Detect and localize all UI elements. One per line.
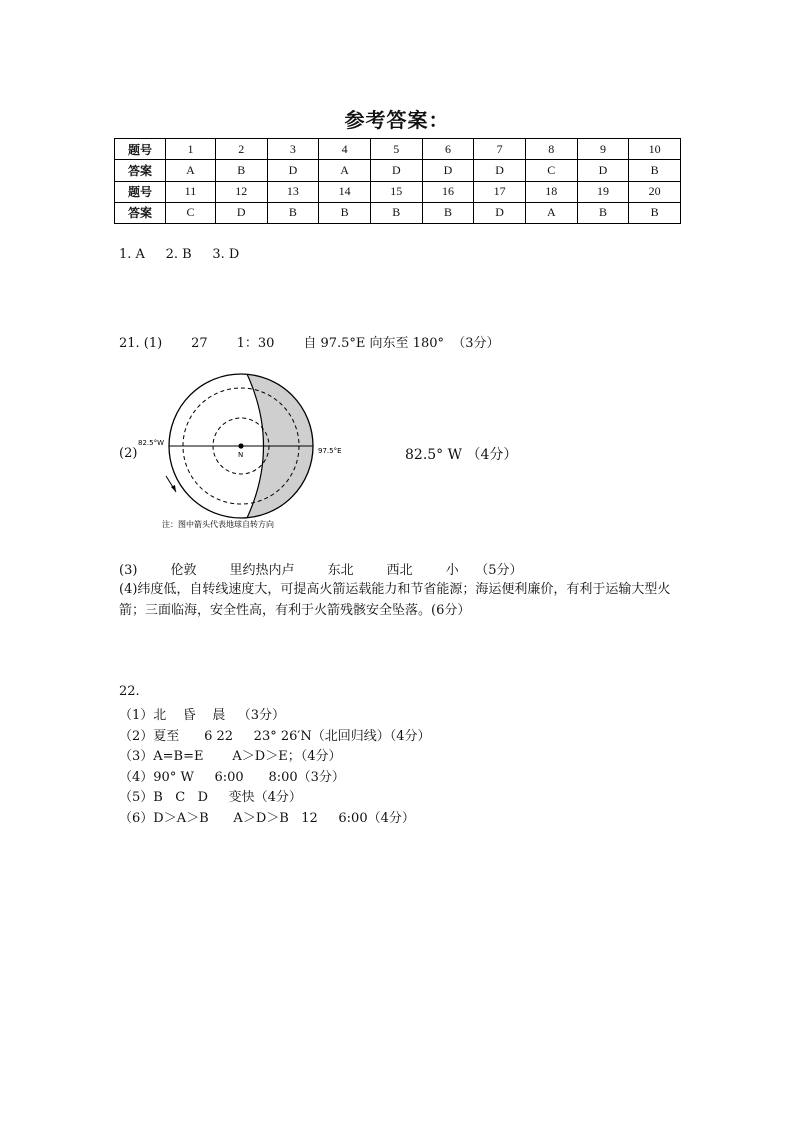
table-cell: 8 <box>525 139 577 160</box>
table-cell: 10 <box>629 139 681 160</box>
row-header: 题号 <box>115 181 166 202</box>
q21-part3: (3) 伦敦 里约热内卢 东北 西北 小 （5分） <box>119 563 523 578</box>
q22-item: （1）北 昏 晨 （3分） <box>119 708 285 723</box>
table-cell: 14 <box>319 181 371 202</box>
table-cell: 16 <box>422 181 474 202</box>
table-cell: D <box>474 202 526 223</box>
table-row <box>115 160 681 181</box>
north-pole-dot <box>238 443 243 448</box>
q22-item: （5）B C D 变快（4分） <box>119 790 302 806</box>
table-cell: 11 <box>166 181 216 202</box>
row-header: 答案 <box>115 160 166 181</box>
table-cell: 3 <box>267 139 319 160</box>
table-cell: D <box>422 160 474 181</box>
west-longitude-label: 82.5°W <box>138 439 165 447</box>
table-cell: D <box>267 160 319 181</box>
table-row <box>115 181 681 202</box>
table-cell: D <box>474 160 526 181</box>
table-cell: 6 <box>422 139 474 160</box>
table-cell: B <box>319 202 371 223</box>
table-cell: D <box>577 160 629 181</box>
table-cell: C <box>525 160 577 181</box>
page-title: 参考答案： <box>344 108 450 132</box>
answers-1-3: 1. A 2. B 3. D <box>119 247 240 262</box>
table-cell: B <box>370 202 422 223</box>
table-cell: B <box>577 202 629 223</box>
table-cell: B <box>629 160 681 181</box>
table-row <box>115 202 681 223</box>
q22-item: （4）90° W 6:00 8:00（3分） <box>119 769 345 785</box>
table-cell: 19 <box>577 181 629 202</box>
table-cell: 5 <box>370 139 422 160</box>
q22-heading: 22. <box>119 684 140 699</box>
table-cell: B <box>215 160 267 181</box>
table-cell: D <box>370 160 422 181</box>
table-cell: 13 <box>267 181 319 202</box>
row-header: 答案 <box>115 202 166 223</box>
q22-item: （3）A=B=E A＞D＞E；（4分） <box>119 749 342 765</box>
q21-part1: 21. (1) 27 1：30 自 97.5°E 向东至 180° （3分） <box>119 336 500 351</box>
table-cell: 12 <box>215 181 267 202</box>
table-cell: B <box>629 202 681 223</box>
answer-table <box>114 138 681 224</box>
q22-item: （2）夏至 6 22 23° 26′N（北回归线）（4分） <box>119 728 431 744</box>
table-cell: 7 <box>474 139 526 160</box>
table-cell: 18 <box>525 181 577 202</box>
table-row <box>115 139 681 160</box>
q21-part2-answer: 82.5° W （4分） <box>405 447 518 463</box>
table-cell: B <box>267 202 319 223</box>
table-cell: 2 <box>215 139 267 160</box>
table-cell: A <box>319 160 371 181</box>
table-cell: 17 <box>474 181 526 202</box>
table-cell: 1 <box>166 139 216 160</box>
q21-part4: (4)纬度低，自转线速度大，可提高火箭运载能力和节省能源；海运便利廉价，有利于运输大型火箭；三面临海，安全性高，有利于火箭残骸安全坠落。(6分） <box>119 582 671 618</box>
table-cell: 20 <box>629 181 681 202</box>
table-cell: 9 <box>577 139 629 160</box>
diagram-note: 注：图中箭头代表地球自转方向 <box>162 520 274 529</box>
table-cell: A <box>166 160 216 181</box>
table-cell: A <box>525 202 577 223</box>
table-cell: 15 <box>370 181 422 202</box>
table-cell: 4 <box>319 139 371 160</box>
table-cell: C <box>166 202 216 223</box>
q22-item: （6）D＞A＞B A＞D＞B 12 6:00（4分） <box>119 811 415 826</box>
east-longitude-label: 97.5°E <box>318 447 342 455</box>
row-header: 题号 <box>115 139 166 160</box>
table-cell: B <box>422 202 474 223</box>
q21-part2-label: (2) <box>119 446 138 461</box>
table-cell: D <box>215 202 267 223</box>
pole-label: N <box>238 451 244 459</box>
earth-rotation-diagram <box>120 360 360 536</box>
